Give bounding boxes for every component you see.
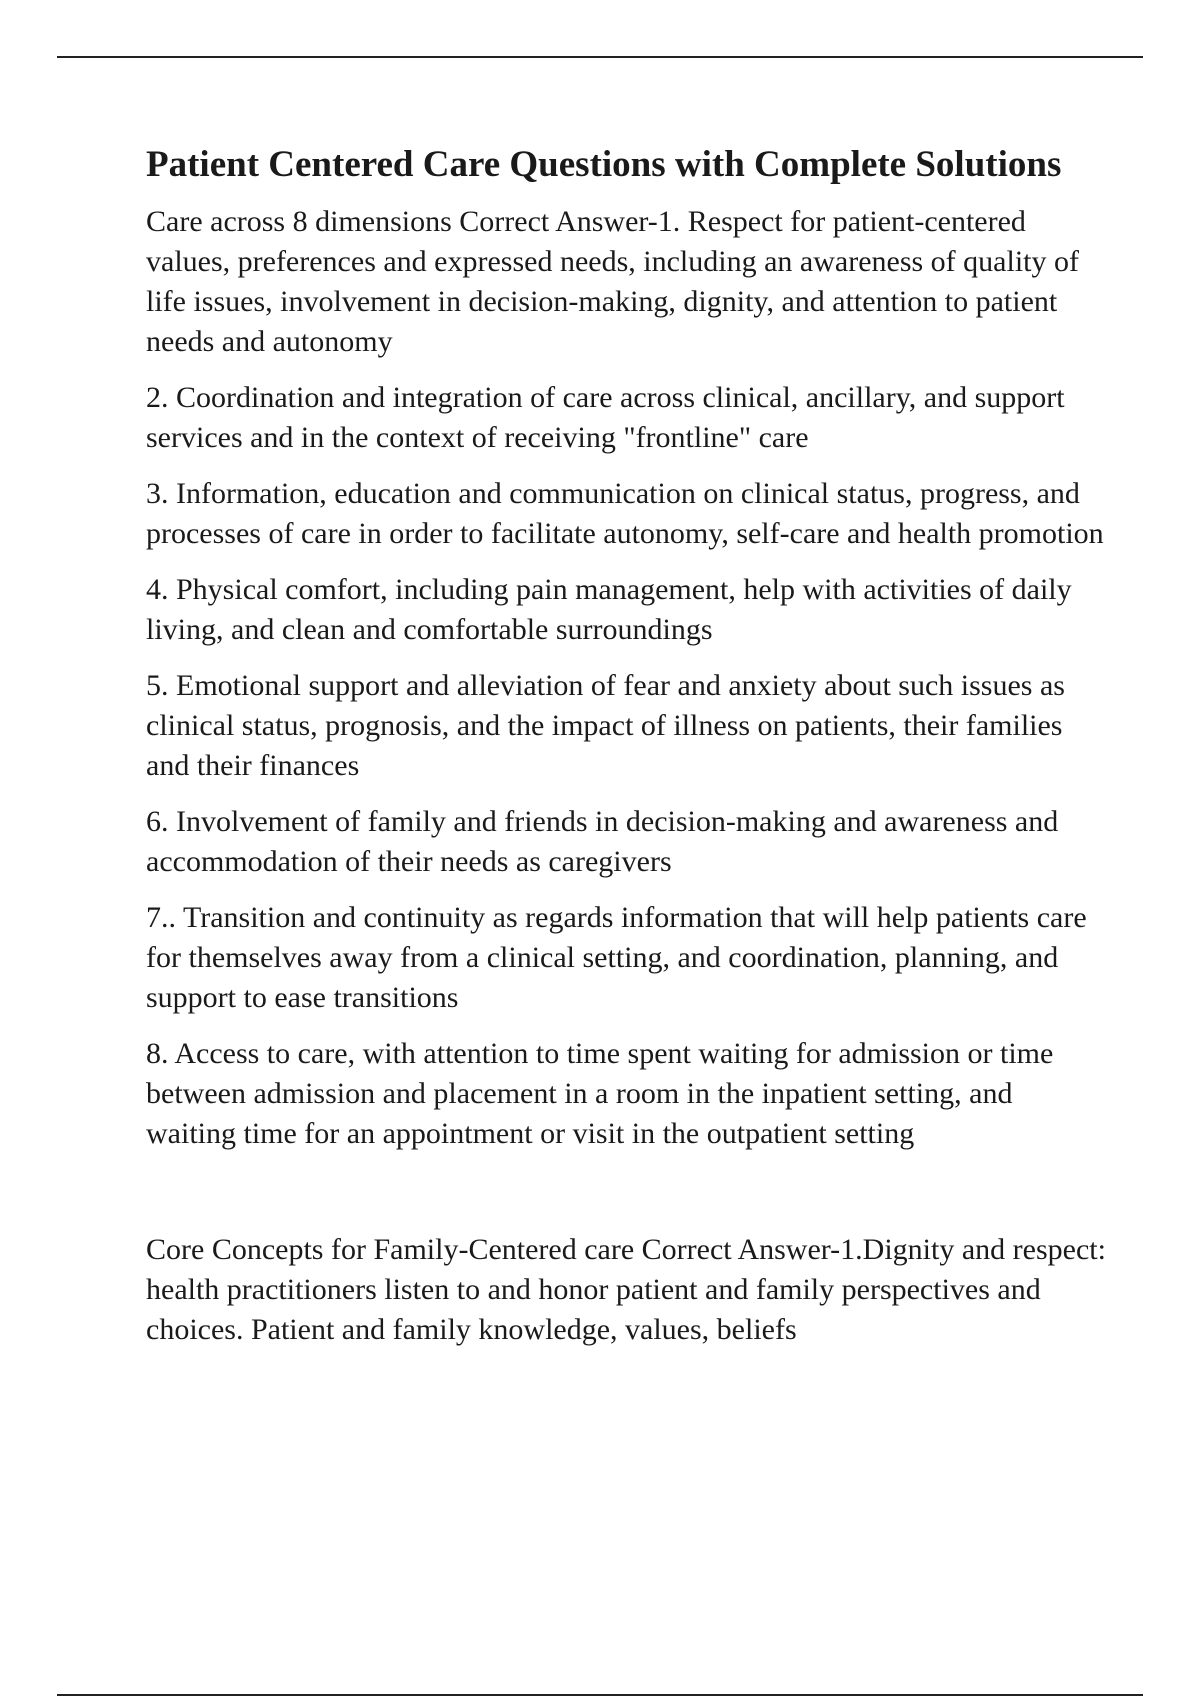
paragraph-dimension-3: 3. Information, education and communication on clinical status, progress, and processes of care in order to facilitate autonomy, self-care and health promotion [146,477,1104,550]
paragraph-care-dimensions-intro: Care across 8 dimensions Correct Answer-1. Respect for patient-centered values, preferences and expressed needs, including an awareness of quality of life issues, involvement in decision-making, dignity, and attention to patient needs and autonomy [146,205,1079,358]
bottom-divider [57,1694,1143,1696]
page-content [146,140,1106,1366]
paragraph-core-concepts: Core Concepts for Family-Centered care Correct Answer-1.Dignity and respect: health practitioners listen to and honor patient and family perspectives and choices. Patient and family knowledge, values, beliefs [146,1233,1106,1346]
top-divider [57,56,1143,58]
paragraph-dimension-4: 4. Physical comfort, including pain management, help with activities of daily living, and clean and comfortable surroundings [146,573,1072,646]
paragraph-dimension-5: 5. Emotional support and alleviation of fear and anxiety about such issues as clinical status, prognosis, and the impact of illness on patients, their families and their finances [146,669,1065,782]
paragraph-dimension-7: 7.. Transition and continuity as regards information that will help patients care for themselves away from a clinical setting, and coordination, planning, and support to ease transitions [146,901,1087,1014]
page-title: Patient Centered Care Questions with Complete Solutions [146,144,1062,185]
paragraph-dimension-8: 8. Access to care, with attention to time spent waiting for admission or time between admission and placement in a room in the inpatient setting, and waiting time for an appointment or visit in the outpatient setting [146,1037,1054,1150]
paragraph-dimension-2: 2. Coordination and integration of care across clinical, ancillary, and support services and in the context of receiving "frontline" care [146,381,1065,454]
paragraph-dimension-6: 6. Involvement of family and friends in decision-making and awareness and accommodation of their needs as caregivers [146,805,1059,878]
